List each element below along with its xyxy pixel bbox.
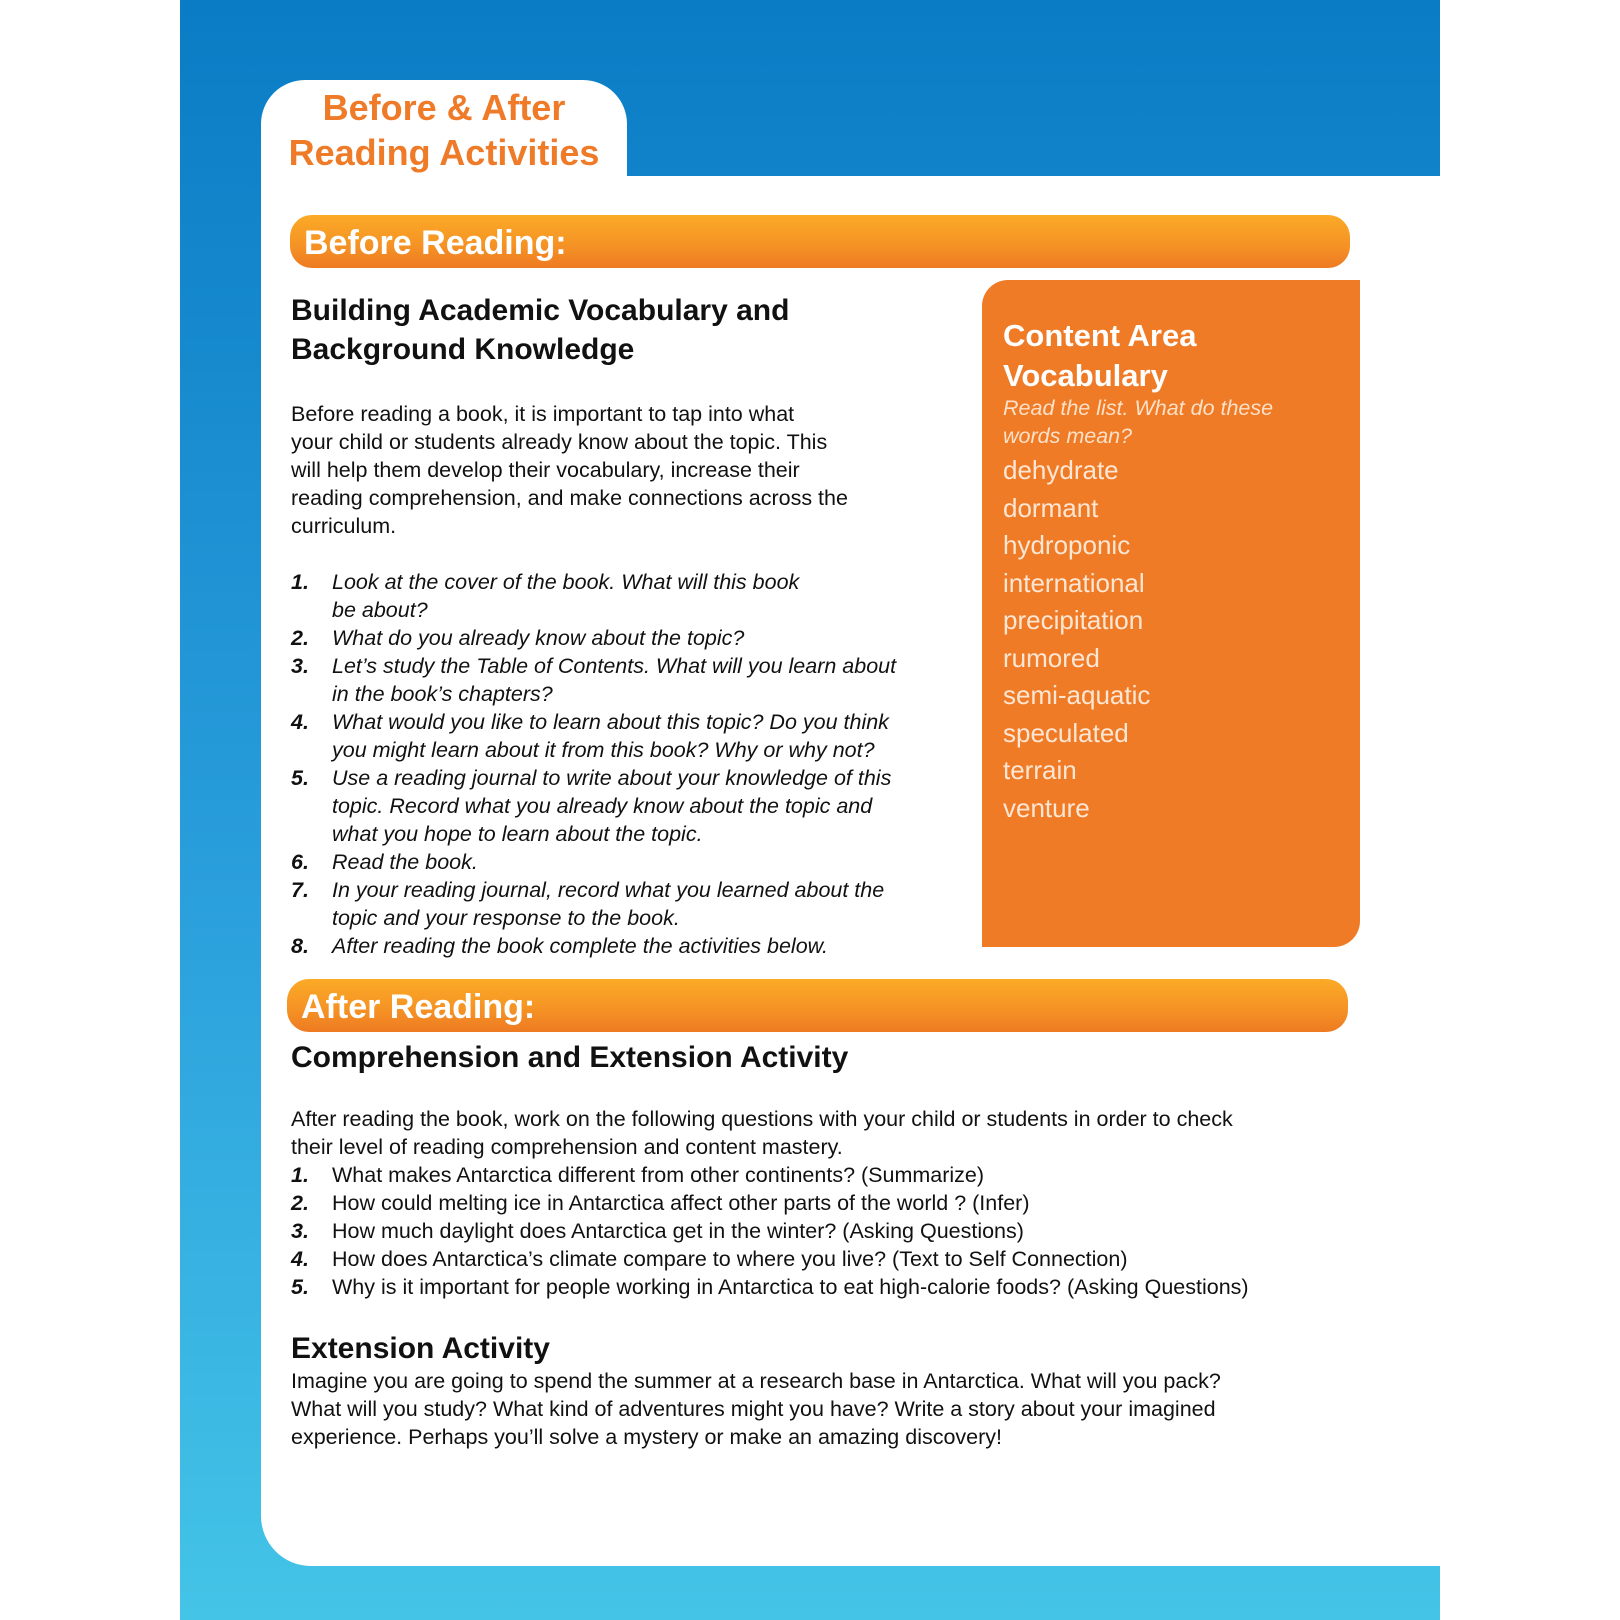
intro-line: Before reading a book, it is important to tap into what: [291, 402, 795, 426]
step-item: [291, 652, 896, 708]
question-text: Why is it important for people working in Antarctica to eat high-calorie foods? (Asking Questions): [332, 1275, 1249, 1299]
question-item: [291, 1217, 1249, 1245]
after-intro: [291, 1105, 1233, 1161]
before-heading-line1: Building Academic Vocabulary and: [291, 294, 790, 327]
vocabulary-word: hydroponic: [1003, 530, 1131, 560]
vocabulary-instructions-line1: Read the list. What do these: [1003, 396, 1274, 420]
vocabulary-word: international: [1003, 567, 1145, 598]
vocabulary-instructions: [1003, 394, 1343, 450]
question-item: [291, 1245, 1249, 1273]
step-text-line: topic and your response to the book.: [332, 906, 680, 930]
step-number: 1.: [291, 570, 309, 594]
question-item: [291, 1273, 1249, 1301]
before-reading-banner: Before Reading:: [290, 215, 1350, 268]
vocabulary-word: rumored: [1003, 642, 1100, 673]
extension-line: Imagine you are going to spend the summer at a research base in Antarctica. What will you pack?: [291, 1369, 1221, 1393]
step-text-line: you might learn about it from this book? Why or why not?: [332, 738, 875, 762]
question-text: What makes Antarctica different from other continents? (Summarize): [332, 1163, 985, 1187]
question-text: How could melting ice in Antarctica affect other parts of the world ? (Infer): [332, 1191, 1030, 1215]
step-item: [291, 568, 896, 624]
question-number: 2.: [291, 1191, 309, 1215]
after-reading-banner: After Reading:: [287, 979, 1348, 1032]
vocabulary-word-list: [1003, 452, 1150, 827]
step-number: 3.: [291, 654, 309, 678]
vocabulary-title-line1: Content Area: [1003, 318, 1197, 353]
vocabulary-word: dehydrate: [1003, 455, 1119, 485]
intro-line: your child or students already know about the topic. This: [291, 430, 828, 454]
step-text-line: what you hope to learn about the topic.: [332, 822, 703, 846]
step-number: 2.: [291, 626, 309, 650]
after-intro-line: After reading the book, work on the following questions with your child or students in order to check: [291, 1107, 1233, 1131]
step-item: [291, 624, 896, 652]
question-item: [291, 1189, 1249, 1217]
step-item: [291, 848, 896, 876]
before-heading: [291, 291, 789, 369]
step-text-line: What would you like to learn about this topic? Do you think: [332, 710, 889, 734]
vocabulary-word: venture: [1003, 792, 1090, 823]
step-item: [291, 876, 896, 932]
step-number: 4.: [291, 710, 309, 734]
question-text: How does Antarctica’s climate compare to where you live? (Text to Self Connection): [332, 1247, 1128, 1271]
question-number: 1.: [291, 1163, 309, 1187]
step-item: [291, 764, 896, 848]
step-text-line: topic. Record what you already know about the topic and: [332, 794, 873, 818]
question-number: 5.: [291, 1275, 309, 1299]
step-text-line: be about?: [332, 598, 428, 622]
page-title-line2: Reading Activities: [288, 132, 600, 173]
intro-line: will help them develop their vocabulary, increase their: [291, 458, 800, 482]
step-text-line: Use a reading journal to write about your knowledge of this: [332, 766, 892, 790]
question-item: [291, 1161, 1249, 1189]
vocabulary-word: terrain: [1003, 755, 1077, 785]
step-text-line: Let’s study the Table of Contents. What will you learn about: [332, 654, 897, 678]
extension-heading: Extension Activity: [291, 1332, 550, 1365]
step-number: 7.: [291, 878, 309, 902]
after-intro-line: their level of reading comprehension and content mastery.: [291, 1135, 843, 1159]
step-text-line: in the book’s chapters?: [332, 682, 553, 706]
vocabulary-word: semi-aquatic: [1003, 680, 1151, 710]
step-item: [291, 708, 896, 764]
step-number: 6.: [291, 850, 309, 874]
before-heading-line2: Background Knowledge: [291, 333, 635, 366]
before-intro: [291, 400, 848, 540]
comprehension-questions-list: [291, 1161, 1249, 1301]
step-text-line: What do you already know about the topic?: [332, 626, 745, 650]
before-steps-list: [291, 568, 896, 960]
extension-text: [291, 1367, 1221, 1451]
vocabulary-title-line2: Vocabulary: [1003, 358, 1168, 393]
page-title-line1: Before & After: [322, 87, 566, 128]
intro-line: reading comprehension, and make connections across the: [291, 486, 848, 510]
extension-line: experience. Perhaps you’ll solve a mystery or make an amazing discovery!: [291, 1425, 1003, 1449]
intro-line: curriculum.: [291, 514, 397, 538]
step-text-line: Read the book.: [332, 850, 478, 874]
vocabulary-title: [1003, 316, 1343, 396]
extension-line: What will you study? What kind of adventures might you have? Write a story about your imagined: [291, 1397, 1216, 1421]
step-text-line: After reading the book complete the activities below.: [332, 934, 828, 958]
question-number: 3.: [291, 1219, 309, 1243]
step-number: 5.: [291, 766, 309, 790]
step-text-line: Look at the cover of the book. What will this book: [332, 570, 800, 594]
vocabulary-box: [982, 280, 1360, 947]
after-heading: Comprehension and Extension Activity: [291, 1041, 849, 1074]
question-number: 4.: [291, 1247, 309, 1271]
step-item: [291, 932, 896, 960]
step-number: 8.: [291, 934, 309, 958]
vocabulary-word: speculated: [1003, 717, 1129, 748]
step-text-line: In your reading journal, record what you learned about the: [332, 878, 885, 902]
vocabulary-word: dormant: [1003, 492, 1099, 523]
vocabulary-word: precipitation: [1003, 605, 1144, 635]
question-text: How much daylight does Antarctica get in the winter? (Asking Questions): [332, 1219, 1024, 1243]
vocabulary-instructions-line2: words mean?: [1003, 424, 1133, 448]
